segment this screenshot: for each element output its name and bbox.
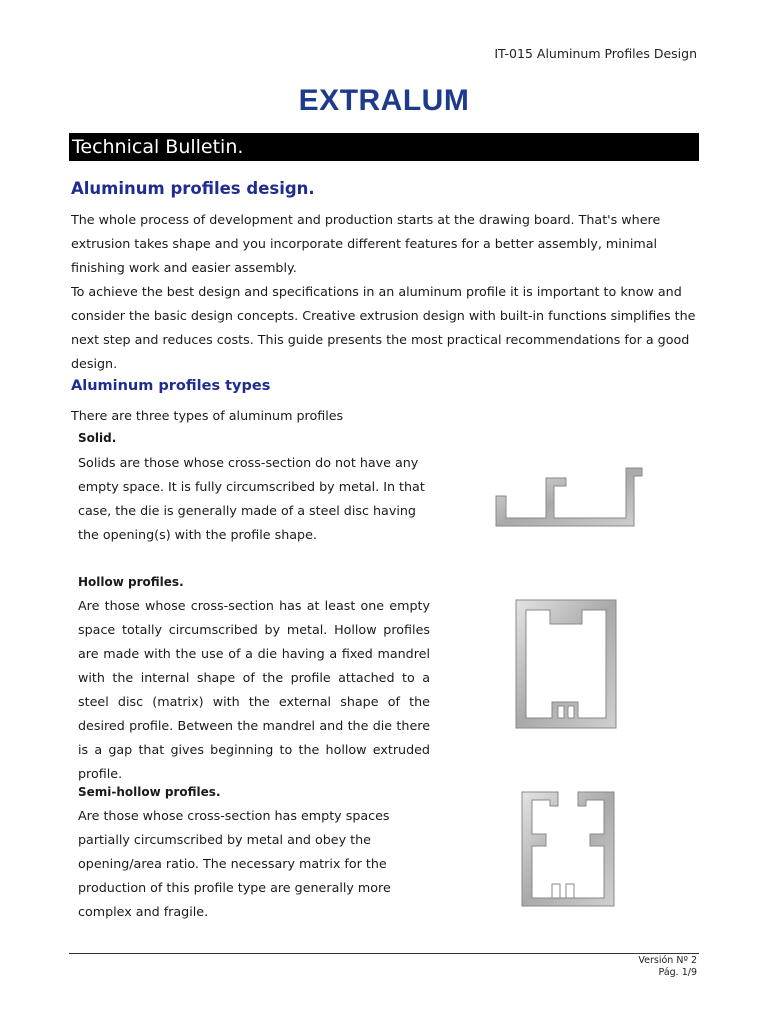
footer-divider <box>69 953 699 954</box>
brand-logo: EXTRALUM <box>298 84 470 117</box>
hollow-description: Are those whose cross-section has at least one empty space totally circumscribed by metal. Hollow profiles are made with the use of a die having a fixed mandrel with the internal shape of the profile attached to a steel disc (matrix) with the external shape of the desired profile. Between the mandrel and the die there is a gap that gives beginning to the hollow extruded profile. <box>78 598 430 781</box>
semi-hollow-heading: Semi-hollow profiles. <box>78 785 221 799</box>
technical-bulletin-label: Technical Bulletin. <box>72 136 244 158</box>
hollow-heading: Hollow profiles. <box>78 575 184 589</box>
solid-profile-illustration <box>490 462 650 534</box>
profile-types-intro: There are three types of aluminum profiles <box>71 408 344 423</box>
page-title: Aluminum profiles design. <box>71 179 315 198</box>
intro-paragraph-2: To achieve the best design and specifications in an aluminum profile it is important to know and consider the basic design concepts. Creative extrusion design with built-in functions simplifies the next step and reduces costs. This guide presents the most practical recommendations for a good design. <box>71 284 696 371</box>
technical-bulletin-bar <box>69 133 699 161</box>
semi-hollow-profile-illustration <box>518 788 618 910</box>
hollow-profile-illustration <box>512 596 622 732</box>
solid-description: Solids are those whose cross-section do not have any empty space. It is fully circumscribed by metal. In that case, the die is generally made of a steel disc having the opening(s) with the profile shape. <box>78 455 425 542</box>
section-heading-profile-types: Aluminum profiles types <box>71 378 271 394</box>
document-reference: IT-015 Aluminum Profiles Design <box>494 46 697 61</box>
footer-version: Versión Nº 2 <box>638 955 697 966</box>
semi-hollow-description: Are those whose cross-section has empty spaces partially circumscribed by metal and obey the opening/area ratio. The necessary matrix for the production of this profile type are generally more complex and fragile. <box>78 808 391 919</box>
footer-page-number: Pág. 1/9 <box>658 967 697 978</box>
solid-heading: Solid. <box>78 431 117 445</box>
intro-paragraph-1: The whole process of development and production starts at the drawing board. That's where extrusion takes shape and you incorporate different features for a better assembly, minimal finishing work and easier assembly. <box>71 212 661 275</box>
